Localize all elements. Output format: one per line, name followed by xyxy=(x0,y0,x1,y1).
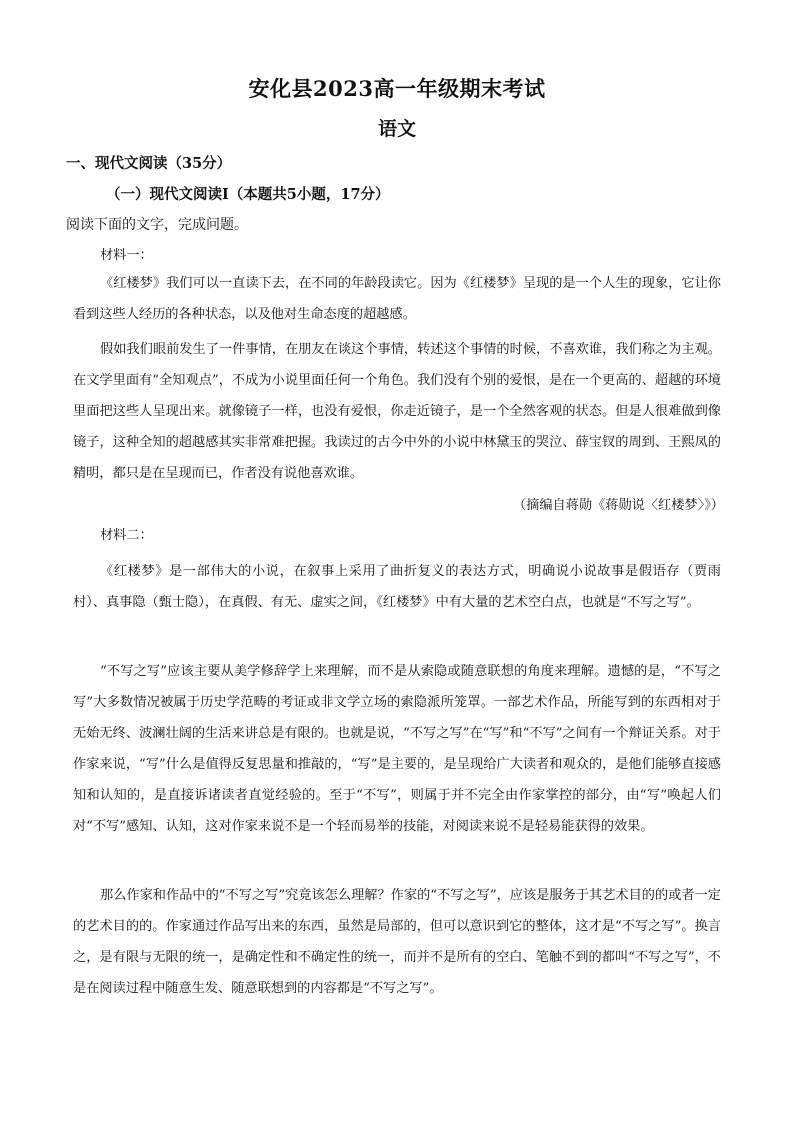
material2-paragraph-3: 那么作家和作品中的“不写之写”究竟该怎么理解？作家的“不写之写”，应该是服务于其艺术目的的或者一定的艺术目的的。作家通过作品写出来的东西，虽然是局部的，但可以意识到它的整体，这才是“不写之写”。换言之，是有限与无限的统一，是确定性和不确定性的统一，而并不是所有的空白、笔触不到的都叫“不写之写”，不是在阅读过程中随意生发、随意联想到的内容都是“不写之写”。 xyxy=(73,888,721,996)
subject-title: 语文 xyxy=(377,118,416,140)
section-heading: 一、现代文阅读（35分） xyxy=(66,155,232,172)
material2-paragraph-2: “不写之写”应该主要从美学修辞学上来理解，而不是从索隐或随意联想的角度来理解。遗憾的是，“不写之写”大多数情况被属于历史学范畴的考证或非文学立场的索隐派所笼罩。一部艺术作品，所能写到的东西相对于无始无终、波澜壮阔的生活来讲总是有限的。也就是说，“不写之写”在“写”和“不写”之间有一个辩证关系。对于作家来说，“写”什么是值得反复思量和推敲的，“写”是主要的，是呈现给广大读者和观众的，是他们能够直接感知和认知的，是直接诉诸读者直觉经验的。至于“不写”，则属于并不完全由作家掌控的部分，由“写”唤起人们对“不写”感知、认知，这对作家来说不是一个轻而易举的技能，对阅读来说不是轻易能获得的效果。 xyxy=(73,664,721,834)
material2-paragraph-1: 《红楼梦》是一部伟大的小说，在叙事上采用了曲折复义的表达方式，明确说小说故事是假语存（贾雨村）、真事隐（甄士隐），在真假、有无、虚实之间，《红楼梦》中有大量的艺术空白点，也就是“不写之写”。 xyxy=(73,564,721,610)
exam-title: 安化县2023高一年级期末考试 xyxy=(248,76,546,101)
material1-paragraph-1: 《红楼梦》我们可以一直读下去，在不同的年龄段读它。因为《红楼梦》呈现的是一个人生的现象，它让你看到这些人经历的各种状态，以及他对生命态度的超越感。 xyxy=(73,276,721,322)
material1-paragraph-2: 假如我们眼前发生了一件事情，在朋友在谈这个事情，转述这个事情的时候，不喜欢谁，我们称之为主观。在文学里面有“全知观点”，不成为小说里面任何一个角色。我们没有个别的爱恨，是在一个更高的、超越的环境里面把这些人呈现出来。就像镜子一样，也没有爱恨，你走近镜子，是一个全然客观的状态。但是人很难做到像镜子，这种全知的超越感其实非常难把握。我读过的古今中外的小说中林黛玉的哭泣、薛宝钗的周到、王熙凤的精明，都只是在呈现而已，作者没有说他喜欢谁。 xyxy=(73,342,721,481)
material1-source: （摘编自蒋勋《蒋勋说〈红楼梦〉》） xyxy=(513,498,724,513)
material2-label: 材料二： xyxy=(100,528,153,543)
reading-instruction: 阅读下面的文字，完成问题。 xyxy=(66,217,248,233)
subsection-heading: （一）现代文阅读Ⅰ（本题共5小题，17分） xyxy=(106,186,390,203)
material1-label: 材料一： xyxy=(100,248,153,263)
